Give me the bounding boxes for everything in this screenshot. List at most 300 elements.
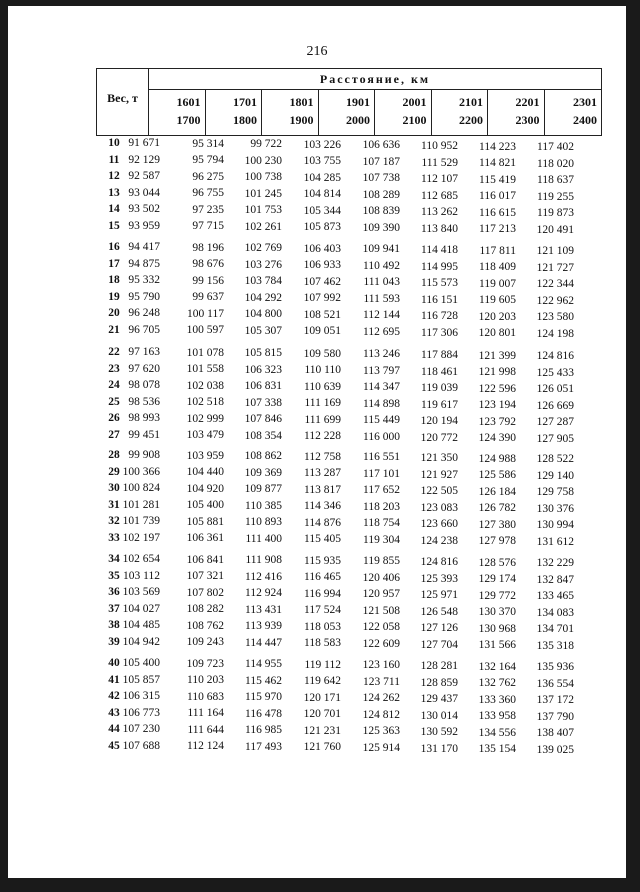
value-cell: 106 323 <box>244 363 282 376</box>
value-cell: 113 797 <box>363 364 400 377</box>
value-cell: 124 262 <box>362 692 400 705</box>
weight-cell: 40 <box>108 657 120 669</box>
value-cell: 101 281 <box>122 498 160 511</box>
weight-cell: 35 <box>108 569 120 582</box>
value-cell: 110 110 <box>304 364 341 377</box>
range-to: 2200 <box>459 113 483 127</box>
value-cell: 115 449 <box>363 414 400 427</box>
value-cell: 119 855 <box>363 555 400 568</box>
value-cell: 120 957 <box>362 588 400 601</box>
value-cell: 115 935 <box>304 554 341 567</box>
value-cell: 110 952 <box>421 140 458 152</box>
value-cell: 107 846 <box>244 413 282 426</box>
table-row <box>8 707 626 723</box>
value-cell: 121 760 <box>303 741 341 754</box>
value-cell: 126 051 <box>536 383 574 396</box>
value-cell: 126 548 <box>420 605 458 618</box>
value-cell: 108 839 <box>362 205 400 218</box>
value-cell: 101 739 <box>122 515 160 527</box>
value-cell: 100 597 <box>186 324 224 337</box>
value-cell: 121 998 <box>478 366 516 379</box>
value-cell: 119 304 <box>363 533 400 546</box>
value-cell: 103 479 <box>186 429 224 442</box>
value-cell: 114 995 <box>421 260 458 273</box>
value-cell: 111 593 <box>363 292 400 305</box>
value-cell: 123 711 <box>363 675 400 688</box>
weight-cell: 41 <box>108 673 120 686</box>
value-cell: 120 772 <box>420 431 458 444</box>
weight-cell: 14 <box>108 203 120 215</box>
value-cell: 133 465 <box>536 590 574 603</box>
value-cell: 117 652 <box>363 484 400 497</box>
value-cell: 92 587 <box>128 170 160 182</box>
value-cell: 119 642 <box>304 675 341 688</box>
value-cell: 115 405 <box>304 533 341 546</box>
value-cell: 114 898 <box>363 397 400 410</box>
document-page <box>8 6 626 878</box>
value-cell: 112 685 <box>421 189 458 202</box>
value-cell: 113 817 <box>304 483 341 496</box>
value-cell: 131 170 <box>420 742 458 755</box>
table-row <box>8 291 626 307</box>
value-cell: 139 025 <box>536 743 574 756</box>
table-row <box>8 553 626 569</box>
weight-cell: 12 <box>108 170 120 182</box>
value-cell: 94 417 <box>128 241 160 253</box>
value-cell: 97 620 <box>128 362 160 375</box>
value-cell: 106 315 <box>122 690 160 702</box>
value-cell: 127 978 <box>478 535 516 548</box>
weight-cell: 27 <box>108 428 120 441</box>
weight-cell: 45 <box>108 739 120 752</box>
table-row <box>8 324 626 340</box>
value-cell: 95 332 <box>128 274 160 286</box>
range-to: 2400 <box>573 113 597 127</box>
value-cell: 112 228 <box>304 430 341 443</box>
table-row <box>8 499 626 515</box>
value-cell: 117 524 <box>304 604 341 617</box>
value-cell: 120 203 <box>478 310 516 323</box>
value-cell: 118 637 <box>537 174 574 187</box>
value-cell: 128 576 <box>478 556 516 569</box>
weight-cell: 43 <box>108 706 120 719</box>
weight-cell: 37 <box>108 602 120 615</box>
value-cell: 111 699 <box>304 413 341 426</box>
value-cell: 130 376 <box>536 502 574 515</box>
value-cell: 132 847 <box>536 573 574 586</box>
value-cell: 114 876 <box>304 516 341 529</box>
value-cell: 113 262 <box>421 206 458 218</box>
weight-cell: 26 <box>108 412 120 424</box>
value-cell: 121 927 <box>420 468 458 481</box>
weight-cell: 29 <box>108 465 120 478</box>
value-cell: 99 156 <box>192 274 224 287</box>
value-cell: 96 275 <box>192 170 224 183</box>
value-cell: 122 596 <box>478 382 516 395</box>
value-cell: 124 390 <box>478 432 516 445</box>
value-cell: 99 451 <box>128 428 160 441</box>
value-cell: 101 078 <box>186 346 224 359</box>
table-row <box>8 379 626 395</box>
value-cell: 121 399 <box>478 349 516 362</box>
value-cell: 132 164 <box>478 660 516 673</box>
value-cell: 130 014 <box>420 709 458 722</box>
value-cell: 126 184 <box>478 485 516 498</box>
value-cell: 111 644 <box>187 723 224 736</box>
range-from: 2101 <box>459 95 483 109</box>
value-cell: 115 462 <box>245 674 282 687</box>
value-cell: 135 936 <box>536 661 574 674</box>
value-cell: 125 433 <box>536 366 574 379</box>
value-cell: 100 738 <box>244 171 282 184</box>
value-cell: 118 583 <box>304 637 341 650</box>
weight-cell: 44 <box>108 723 120 735</box>
table-row <box>8 586 626 602</box>
table-row <box>8 429 626 445</box>
value-cell: 112 758 <box>304 450 341 463</box>
value-cell: 127 380 <box>478 518 516 531</box>
value-cell: 103 784 <box>244 275 282 288</box>
weight-cell: 18 <box>108 274 120 286</box>
value-cell: 105 344 <box>303 204 341 217</box>
value-cell: 123 580 <box>536 311 574 324</box>
range-from: 2301 <box>573 95 597 109</box>
value-cell: 112 107 <box>421 173 458 185</box>
value-cell: 113 431 <box>245 603 282 616</box>
value-cell: 98 536 <box>128 395 160 408</box>
value-cell: 105 873 <box>303 221 341 234</box>
weight-cell: 33 <box>108 531 120 544</box>
value-cell: 116 151 <box>421 293 458 306</box>
value-cell: 129 174 <box>478 573 516 586</box>
value-cell: 112 144 <box>363 309 400 322</box>
value-cell: 121 350 <box>420 452 458 464</box>
value-cell: 111 164 <box>187 707 224 720</box>
value-cell: 125 971 <box>420 589 458 601</box>
table-row <box>8 466 626 482</box>
value-cell: 134 556 <box>478 726 516 739</box>
value-cell: 100 117 <box>187 307 224 320</box>
table-row <box>8 203 626 219</box>
value-cell: 111 529 <box>421 156 458 169</box>
weight-cell: 17 <box>108 257 120 270</box>
value-cell: 116 615 <box>479 206 516 219</box>
table-row <box>8 220 626 236</box>
value-cell: 130 968 <box>478 622 516 635</box>
value-cell: 128 522 <box>536 453 574 466</box>
value-cell: 100 366 <box>122 465 160 478</box>
value-cell: 119 873 <box>537 207 574 220</box>
value-cell: 131 566 <box>478 639 516 652</box>
table-row <box>8 412 626 428</box>
weight-cell: 16 <box>108 241 120 253</box>
value-cell: 106 773 <box>122 706 160 719</box>
value-cell: 98 078 <box>128 379 160 391</box>
value-cell: 127 704 <box>420 638 458 651</box>
value-cell: 122 505 <box>420 485 458 497</box>
value-cell: 122 344 <box>536 278 574 291</box>
value-cell: 99 908 <box>128 449 160 461</box>
value-cell: 113 246 <box>363 348 400 361</box>
value-cell: 110 203 <box>187 674 224 687</box>
value-cell: 119 617 <box>421 398 458 411</box>
value-cell: 95 790 <box>128 290 160 303</box>
table-row <box>8 636 626 652</box>
value-cell: 112 416 <box>245 570 282 583</box>
value-cell: 134 701 <box>536 623 574 636</box>
value-cell: 116 994 <box>304 587 341 600</box>
table-row <box>8 657 626 673</box>
value-cell: 94 875 <box>128 257 160 270</box>
value-cell: 107 230 <box>122 723 160 735</box>
value-cell: 96 248 <box>128 307 160 319</box>
value-cell: 124 816 <box>420 556 458 568</box>
range-from: 1701 <box>233 95 257 109</box>
value-cell: 109 723 <box>186 657 224 670</box>
value-cell: 103 959 <box>186 449 224 462</box>
value-cell: 117 811 <box>479 244 516 257</box>
value-cell: 119 039 <box>421 382 458 394</box>
value-cell: 123 792 <box>478 415 516 428</box>
value-cell: 111 400 <box>245 532 282 545</box>
value-cell: 138 407 <box>536 727 574 740</box>
value-cell: 107 992 <box>303 292 341 305</box>
value-cell: 107 802 <box>186 586 224 599</box>
value-cell: 108 521 <box>303 308 341 321</box>
value-cell: 114 223 <box>479 140 516 153</box>
value-cell: 120 491 <box>536 223 574 236</box>
range-from: 1801 <box>289 95 314 109</box>
table-row <box>8 619 626 635</box>
value-cell: 103 276 <box>244 258 282 271</box>
value-cell: 109 877 <box>244 483 282 496</box>
value-cell: 107 321 <box>186 570 224 583</box>
value-cell: 107 338 <box>244 396 282 409</box>
table-row <box>8 137 626 153</box>
table-row <box>8 346 626 362</box>
value-cell: 122 962 <box>536 294 574 307</box>
value-cell: 122 058 <box>362 621 400 634</box>
range-to: 2000 <box>346 113 370 127</box>
value-cell: 114 821 <box>479 157 516 170</box>
value-cell: 109 580 <box>303 347 341 360</box>
weight-cell: 23 <box>108 362 120 375</box>
table-row <box>8 274 626 290</box>
value-cell: 106 403 <box>303 242 341 255</box>
weight-cell: 39 <box>108 635 120 648</box>
value-cell: 105 307 <box>244 324 282 337</box>
value-cell: 106 841 <box>186 553 224 566</box>
value-cell: 102 261 <box>244 220 282 233</box>
table-row <box>8 396 626 412</box>
value-cell: 99 722 <box>250 138 282 151</box>
value-cell: 119 112 <box>304 658 341 671</box>
value-cell: 120 171 <box>303 691 341 704</box>
value-cell: 104 800 <box>244 308 282 321</box>
value-cell: 100 230 <box>244 154 282 167</box>
table-row <box>8 740 626 756</box>
value-cell: 118 754 <box>363 517 400 530</box>
value-cell: 109 243 <box>186 636 224 649</box>
value-cell: 137 790 <box>536 710 574 723</box>
value-cell: 115 970 <box>245 691 282 704</box>
value-cell: 123 160 <box>362 659 400 672</box>
weight-cell: 30 <box>108 482 120 494</box>
value-cell: 119 255 <box>537 190 574 203</box>
value-cell: 104 920 <box>186 482 224 495</box>
value-cell: 117 402 <box>537 141 574 154</box>
value-cell: 102 197 <box>122 531 160 544</box>
weight-column-header: Вес, т <box>97 69 149 135</box>
value-cell: 108 762 <box>186 619 224 632</box>
value-cell: 129 140 <box>536 469 574 482</box>
value-cell: 124 812 <box>362 708 400 721</box>
value-cell: 133 958 <box>478 710 516 723</box>
weight-cell: 25 <box>108 395 120 408</box>
value-cell: 123 194 <box>478 399 516 412</box>
value-cell: 120 801 <box>478 327 516 340</box>
table-row <box>8 603 626 619</box>
value-cell: 114 347 <box>363 381 400 394</box>
value-cell: 135 154 <box>478 743 516 756</box>
range-from: 2201 <box>515 95 540 109</box>
value-cell: 107 738 <box>362 172 400 185</box>
value-cell: 134 083 <box>536 606 574 619</box>
page-number: 216 <box>306 44 328 59</box>
weight-cell: 28 <box>108 449 120 461</box>
weight-cell: 15 <box>108 219 120 232</box>
value-cell: 114 955 <box>245 658 282 671</box>
value-cell: 121 231 <box>303 724 341 737</box>
value-cell: 118 020 <box>537 157 574 170</box>
value-cell: 128 859 <box>420 676 458 689</box>
value-cell: 121 508 <box>362 604 400 617</box>
value-cell: 120 406 <box>362 571 400 584</box>
value-cell: 102 518 <box>186 396 224 409</box>
value-cell: 124 988 <box>478 452 516 465</box>
value-cell: 125 586 <box>478 469 516 482</box>
value-cell: 133 360 <box>478 693 516 706</box>
value-cell: 104 027 <box>122 602 160 615</box>
value-cell: 129 772 <box>478 589 516 602</box>
value-cell: 130 370 <box>478 606 516 619</box>
value-cell: 110 385 <box>245 499 282 512</box>
value-cell: 118 461 <box>421 365 458 378</box>
value-cell: 112 124 <box>187 740 224 753</box>
value-cell: 108 289 <box>362 188 400 201</box>
table-row <box>8 154 626 170</box>
value-cell: 119 605 <box>479 294 516 307</box>
value-cell: 114 418 <box>421 244 458 256</box>
value-cell: 106 933 <box>303 259 341 272</box>
value-cell: 104 485 <box>122 619 160 631</box>
value-cell: 124 238 <box>420 534 458 547</box>
value-cell: 129 758 <box>536 486 574 499</box>
value-cell: 98 993 <box>128 412 160 424</box>
table-row <box>8 690 626 706</box>
value-cell: 120 701 <box>303 708 341 721</box>
value-cell: 107 462 <box>303 275 341 288</box>
value-cell: 100 824 <box>122 482 160 494</box>
range-from: 1601 <box>176 95 201 109</box>
value-cell: 130 592 <box>420 726 458 738</box>
weight-cell: 22 <box>108 346 120 358</box>
value-cell: 114 447 <box>245 636 282 649</box>
value-cell: 117 493 <box>245 740 282 753</box>
value-cell: 113 939 <box>245 620 282 633</box>
weight-cell: 32 <box>108 515 120 527</box>
range-to: 1700 <box>176 113 201 127</box>
value-cell: 92 129 <box>128 153 160 166</box>
table-row <box>8 170 626 186</box>
value-cell: 110 492 <box>363 259 400 272</box>
value-cell: 109 369 <box>244 466 282 479</box>
value-cell: 110 683 <box>187 690 224 703</box>
value-cell: 111 043 <box>363 276 400 289</box>
table-row <box>8 241 626 257</box>
value-cell: 118 409 <box>479 261 516 274</box>
value-cell: 101 753 <box>244 204 282 217</box>
value-cell: 132 762 <box>478 677 516 690</box>
value-cell: 109 941 <box>362 243 400 256</box>
value-cell: 108 862 <box>244 450 282 463</box>
value-cell: 108 282 <box>186 603 224 616</box>
weight-cell: 34 <box>108 553 120 565</box>
table-row <box>8 674 626 690</box>
value-cell: 113 287 <box>304 467 341 480</box>
weight-cell: 19 <box>108 290 120 303</box>
value-cell: 112 924 <box>245 587 282 600</box>
range-to: 2100 <box>402 113 427 127</box>
value-cell: 116 551 <box>363 451 400 464</box>
weight-cell: 24 <box>108 379 120 391</box>
value-cell: 104 285 <box>303 171 341 184</box>
value-cell: 121 109 <box>536 245 574 258</box>
weight-cell: 21 <box>108 323 120 336</box>
weight-cell: 13 <box>108 186 120 199</box>
value-cell: 98 676 <box>192 258 224 271</box>
value-cell: 110 893 <box>245 516 282 529</box>
range-from: 2001 <box>402 95 427 109</box>
value-cell: 132 229 <box>536 557 574 570</box>
value-cell: 105 400 <box>122 657 160 669</box>
value-cell: 116 728 <box>421 310 458 322</box>
value-cell: 102 999 <box>186 412 224 425</box>
value-cell: 137 172 <box>536 694 574 707</box>
range-to: 2300 <box>515 113 540 127</box>
value-cell: 103 112 <box>123 569 160 582</box>
value-cell: 116 478 <box>245 707 282 720</box>
value-cell: 95 794 <box>192 154 224 167</box>
table-row <box>8 515 626 531</box>
table-row <box>8 363 626 379</box>
value-cell: 96 705 <box>128 323 160 336</box>
range-from: 1901 <box>346 95 370 109</box>
value-cell: 118 203 <box>363 500 400 513</box>
value-cell: 110 639 <box>304 380 341 393</box>
value-cell: 95 314 <box>192 137 224 150</box>
value-cell: 106 831 <box>244 380 282 393</box>
value-cell: 127 287 <box>536 416 574 429</box>
value-cell: 97 715 <box>192 220 224 233</box>
value-cell: 123 083 <box>420 501 458 514</box>
weight-cell: 10 <box>108 137 120 149</box>
value-cell: 105 857 <box>122 673 160 686</box>
value-cell: 101 558 <box>186 363 224 376</box>
range-to: 1900 <box>289 113 314 127</box>
value-cell: 127 126 <box>420 622 458 634</box>
value-cell: 125 914 <box>362 741 400 754</box>
